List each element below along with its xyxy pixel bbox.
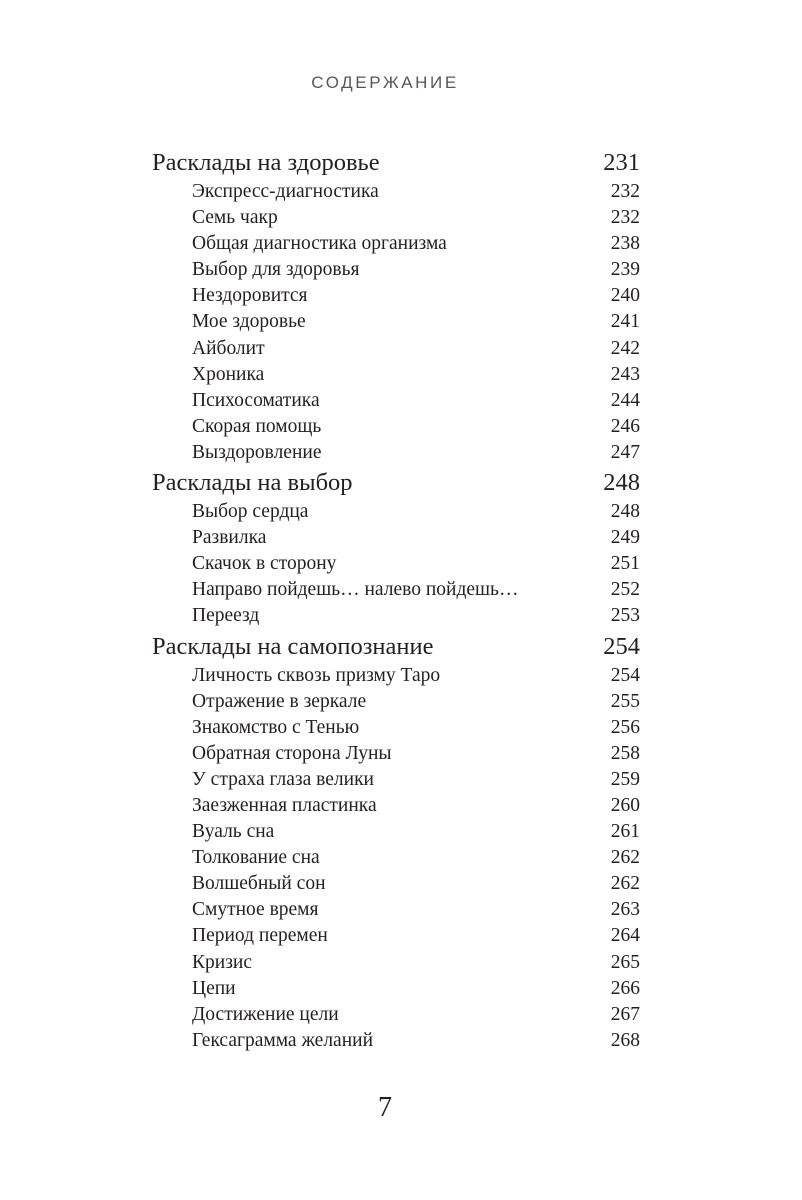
entry-page-number: 241 xyxy=(610,311,640,333)
entry-title: Отражение в зеркале xyxy=(192,690,367,712)
toc-entry[interactable] xyxy=(152,257,640,283)
entry-page-number: 254 xyxy=(610,664,640,686)
toc-section-heading[interactable] xyxy=(152,146,640,179)
entry-title: Смутное время xyxy=(192,899,319,921)
toc-entry[interactable] xyxy=(152,362,640,388)
entry-title: У страха глаза велики xyxy=(192,768,374,790)
entry-title: Гексаграмма желаний xyxy=(192,1029,374,1051)
entry-page-number: 238 xyxy=(610,233,640,255)
entry-page-number: 248 xyxy=(610,501,640,523)
entry-page-number: 243 xyxy=(610,363,640,385)
toc-section-heading[interactable] xyxy=(152,466,640,499)
table-of-contents xyxy=(152,146,640,1054)
entry-page-number: 232 xyxy=(610,207,640,229)
entry-title: Вуаль сна xyxy=(192,821,275,843)
section-page-number: 231 xyxy=(603,149,640,176)
toc-entry[interactable] xyxy=(152,897,640,923)
toc-entry[interactable] xyxy=(152,950,640,976)
entry-page-number: 251 xyxy=(610,553,640,575)
toc-entry[interactable] xyxy=(152,976,640,1002)
entry-page-number: 253 xyxy=(610,605,640,627)
entry-title: Нездоровится xyxy=(192,285,308,307)
entry-page-number: 247 xyxy=(610,441,640,463)
entry-page-number: 239 xyxy=(610,259,640,281)
entry-page-number: 249 xyxy=(610,527,640,549)
entry-title: Переезд xyxy=(192,605,260,627)
toc-entry[interactable] xyxy=(152,309,640,335)
toc-entry[interactable] xyxy=(152,871,640,897)
section-page-number: 254 xyxy=(603,632,640,660)
entry-title: Толкование сна xyxy=(192,847,320,869)
toc-section xyxy=(152,146,640,466)
toc-entry[interactable] xyxy=(152,440,640,466)
entry-title: Достижение цели xyxy=(192,1003,339,1025)
toc-entry[interactable] xyxy=(152,499,640,525)
toc-entry[interactable] xyxy=(152,819,640,845)
toc-entry[interactable] xyxy=(152,845,640,871)
entry-title: Выздоровление xyxy=(192,441,322,463)
toc-entry[interactable] xyxy=(152,525,640,551)
entry-page-number: 244 xyxy=(610,389,640,411)
entry-title: Кризис xyxy=(192,951,252,973)
toc-entry[interactable] xyxy=(152,663,640,689)
entry-title: Выбор для здоровья xyxy=(192,259,360,281)
entry-title: Период перемен xyxy=(192,925,328,947)
entry-page-number: 258 xyxy=(610,742,640,764)
toc-entry[interactable] xyxy=(152,793,640,819)
entry-page-number: 264 xyxy=(610,925,640,947)
entry-title: Хроника xyxy=(192,363,265,385)
entry-title: Психосоматика xyxy=(192,389,320,411)
entry-title: Личность сквозь призму Таро xyxy=(192,664,441,686)
entry-title: Цепи xyxy=(192,977,236,999)
entry-page-number: 261 xyxy=(610,821,640,843)
toc-entry[interactable] xyxy=(152,388,640,414)
entry-page-number: 266 xyxy=(610,977,640,999)
toc-entry[interactable] xyxy=(152,1002,640,1028)
entry-page-number: 265 xyxy=(610,951,640,973)
entry-title: Экспресс-диагностика xyxy=(192,181,379,202)
toc-section xyxy=(152,630,640,1054)
entry-page-number: 246 xyxy=(610,415,640,437)
toc-entry[interactable] xyxy=(152,336,640,362)
entry-page-number: 255 xyxy=(610,690,640,712)
section-page-number: 248 xyxy=(603,469,640,497)
entry-page-number: 267 xyxy=(610,1003,640,1025)
toc-entry[interactable] xyxy=(152,283,640,309)
toc-entry[interactable] xyxy=(152,231,640,257)
entry-page-number: 240 xyxy=(610,285,640,307)
section-title: Расклады на выбор xyxy=(152,469,353,497)
toc-section-heading[interactable] xyxy=(152,630,640,663)
toc-entry[interactable] xyxy=(152,689,640,715)
entry-title: Заезженная пластинка xyxy=(192,794,377,816)
entry-page-number: 268 xyxy=(610,1029,640,1051)
entry-title: Волшебный сон xyxy=(192,873,326,895)
entry-title: Обратная сторона Луны xyxy=(192,742,392,764)
entry-page-number: 260 xyxy=(610,794,640,816)
toc-entry[interactable] xyxy=(152,603,640,629)
entry-page-number: 262 xyxy=(610,873,640,895)
toc-entry[interactable] xyxy=(152,1028,640,1054)
entry-page-number: 263 xyxy=(610,899,640,921)
toc-entry[interactable] xyxy=(152,414,640,440)
entry-title: Скачок в сторону xyxy=(192,553,337,575)
entry-page-number: 242 xyxy=(610,337,640,359)
entry-title: Общая диагностика организма xyxy=(192,233,447,255)
entry-page-number: 259 xyxy=(610,768,640,790)
entry-title: Выбор сердца xyxy=(192,501,309,523)
toc-entry[interactable] xyxy=(152,741,640,767)
entry-title: Скорая помощь xyxy=(192,415,322,437)
toc-entry[interactable] xyxy=(152,923,640,949)
page-title: СОДЕРЖАНИЕ xyxy=(311,73,459,92)
toc-entry[interactable] xyxy=(152,577,640,603)
toc-entry[interactable] xyxy=(152,205,640,231)
toc-section xyxy=(152,466,640,629)
page-number: 7 xyxy=(378,1092,392,1123)
toc-entry[interactable] xyxy=(152,179,640,205)
entry-title: Знакомство с Тенью xyxy=(192,716,360,738)
entry-title: Мое здоровье xyxy=(192,311,306,333)
entry-page-number: 252 xyxy=(610,579,640,601)
toc-entry[interactable] xyxy=(152,767,640,793)
entry-title: Семь чакр xyxy=(192,207,278,229)
entry-page-number: 256 xyxy=(610,716,640,738)
section-title: Расклады на самопознание xyxy=(152,632,434,660)
entry-title: Айболит xyxy=(192,337,265,359)
toc-entry[interactable] xyxy=(152,551,640,577)
toc-entry[interactable] xyxy=(152,715,640,741)
entry-page-number: 232 xyxy=(610,181,640,202)
entry-title: Направо пойдешь… налево пойдешь… xyxy=(192,579,519,601)
entry-title: Развилка xyxy=(192,527,267,549)
entry-page-number: 262 xyxy=(610,847,640,869)
section-title: Расклады на здоровье xyxy=(152,149,380,176)
